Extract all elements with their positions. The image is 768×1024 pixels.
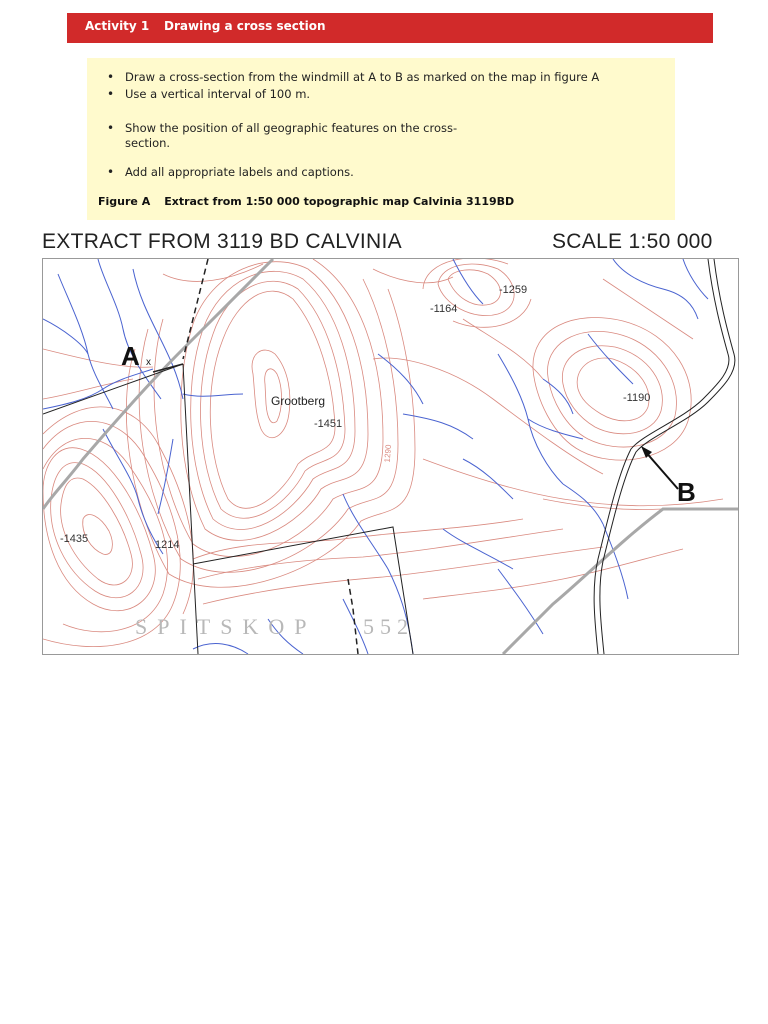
instruction-item-continuation: section. [125,136,171,150]
figure-label: Figure A [98,195,151,208]
instruction-item: • Show the position of all geographic features on the cross- [125,121,457,136]
activity-title: Drawing a cross section [164,19,326,33]
point-b-arrow [638,444,688,494]
windmill-symbol: x [146,357,151,368]
instruction-item: • Draw a cross-section from the windmill at A to B as marked on the map in figure A [125,70,599,85]
place-grootberg: Grootberg [271,394,326,408]
activity-number: Activity 1 [85,19,150,33]
figure-caption [98,195,514,208]
point-a-label: A [121,341,140,371]
point-b-label: B [677,477,696,507]
spot-height: -1435 [60,533,89,545]
spot-height: -1451 [314,418,343,430]
activity-header-bar [67,13,713,43]
instruction-item: • Add all appropriate labels and captions. [125,165,354,180]
farm-name: SPITSKOP [135,614,317,639]
spot-height: -1164 [430,303,458,315]
contour-label: 1290 [382,444,394,463]
instructions-box [87,58,675,220]
spot-height: -1190 [623,392,651,404]
farm-number: 552 [363,614,414,639]
instruction-item: • Use a vertical interval of 100 m. [125,87,310,102]
topographic-map [42,258,739,655]
spot-height: -1259 [499,284,528,296]
spot-height: 1214 [155,539,180,551]
map-extract-title: EXTRACT FROM 3119 BD CALVINIA [42,230,402,253]
figure-title: Extract from 1:50 000 topographic map Calvinia 3119BD [164,195,515,208]
map-scale: SCALE 1:50 000 [552,230,713,253]
